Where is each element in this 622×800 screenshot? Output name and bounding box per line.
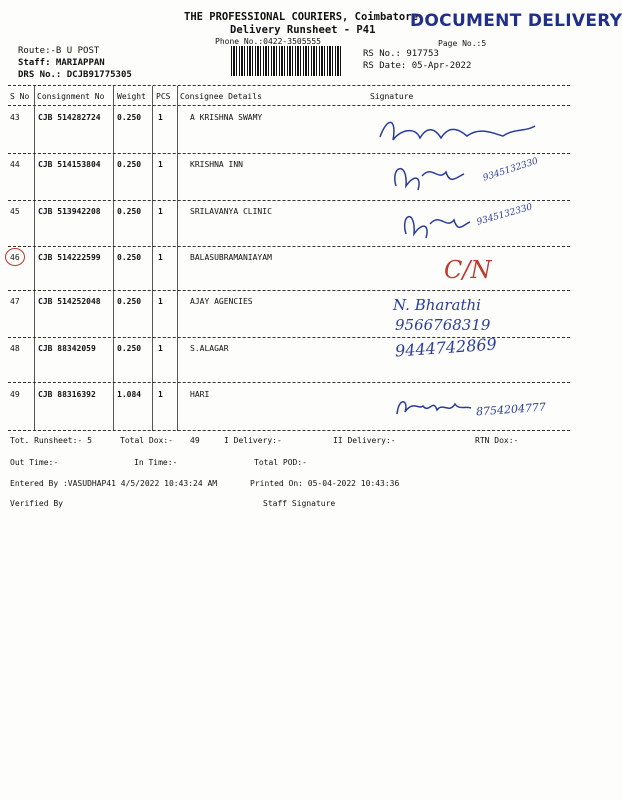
row-pcs: 1 <box>158 344 163 353</box>
barcode <box>231 46 341 76</box>
in-time: In Time:- <box>134 458 178 467</box>
col-divider <box>113 86 114 431</box>
col-divider <box>34 86 35 431</box>
phone-number: Phone No.:0422-3505555 <box>215 37 321 46</box>
row-pcs: 1 <box>158 113 163 122</box>
row-consignment: CJB 514153804 <box>38 160 101 169</box>
out-time: Out Time:- <box>10 458 59 467</box>
phone-note: 9566768319 <box>395 316 491 334</box>
row-sno: 47 <box>10 297 20 306</box>
row-consignee: AJAY AGENCIES <box>190 297 253 306</box>
col-consignee: Consignee Details <box>180 92 262 101</box>
col-weight: Weight <box>117 92 146 101</box>
row-weight: 0.250 <box>117 113 142 122</box>
row-weight: 0.250 <box>117 253 142 262</box>
document-delivery-stamp: DOCUMENT DELIVERY <box>410 11 622 31</box>
row-consignee: BALASUBRAMANIAYAM <box>190 253 272 262</box>
row-weight: 1.084 <box>117 390 142 399</box>
entered-by: Entered By :VASUDHAP41 4/5/2022 10:43:24 AM <box>10 479 218 488</box>
verified-by: Verified By <box>10 499 63 508</box>
page-number: Page No.:5 <box>438 39 487 48</box>
row-rule <box>8 153 570 154</box>
table-top-rule <box>8 85 570 86</box>
row-consignment: CJB 514282724 <box>38 113 101 122</box>
row-consignment: CJB 88342059 <box>38 344 96 353</box>
printed-on: Printed On: 05-04-2022 10:43:36 <box>250 479 400 488</box>
staff-name: Staff: MARIAPPAN <box>18 58 105 68</box>
phone-note: 9345132330 <box>475 202 534 228</box>
col-sno: S No <box>10 92 30 101</box>
row-pcs: 1 <box>158 207 163 216</box>
total-runsheet: Tot. Runsheet:- 5 <box>10 436 92 445</box>
row-pcs: 1 <box>158 297 163 306</box>
receiver-name: N. Bharathi <box>393 296 481 314</box>
runsheet-title: Delivery Runsheet - P41 <box>230 24 376 36</box>
drs-number: DRS No.: DCJB91775305 <box>18 70 132 80</box>
route: Route:-B U POST <box>18 46 100 56</box>
row-sno: 45 <box>10 207 20 216</box>
row-weight: 0.250 <box>117 207 142 216</box>
row-sno: 44 <box>10 160 20 169</box>
row-pcs: 1 <box>158 253 163 262</box>
i-delivery: I Delivery:- <box>224 436 282 445</box>
row-consignment: CJB 513942208 <box>38 207 101 216</box>
row-consignee: KRISHNA INN <box>190 160 243 169</box>
row-rule <box>8 246 570 247</box>
handwritten-signature <box>375 112 540 156</box>
col-pcs: PCS <box>156 92 171 101</box>
col-divider <box>152 86 153 431</box>
row-sno: 48 <box>10 344 20 353</box>
handwritten-signature <box>388 156 468 202</box>
row-rule <box>8 290 570 291</box>
row-weight: 0.250 <box>117 297 142 306</box>
row-rule <box>8 382 570 383</box>
phone-note: 8754204777 <box>475 400 547 419</box>
row-rule <box>8 200 570 201</box>
row-weight: 0.250 <box>117 344 142 353</box>
row-pcs: 1 <box>158 390 163 399</box>
table-bottom-rule <box>8 430 570 431</box>
col-consignment: Consignment No <box>37 92 105 101</box>
row-consignee: A KRISHNA SWAMY <box>190 113 263 122</box>
row-sno: 49 <box>10 390 20 399</box>
row-sno: 46 <box>10 253 20 262</box>
total-dox-value: 49 <box>190 436 200 445</box>
phone-note: 9444742869 <box>394 334 498 361</box>
total-dox-label: Total Dox:- <box>120 436 173 445</box>
handwritten-signature <box>398 202 473 248</box>
company-name: THE PROFESSIONAL COURIERS, Coimbatore <box>184 11 418 23</box>
rs-date: RS Date: 05-Apr-2022 <box>363 61 472 71</box>
col-signature: Signature <box>370 92 414 101</box>
phone-note: 9345132330 <box>481 156 540 184</box>
row-sno: 43 <box>10 113 20 122</box>
col-divider <box>177 86 178 431</box>
row-consignee: HARI <box>190 390 210 399</box>
row-weight: 0.250 <box>117 160 142 169</box>
row-consignee: SRILAVANYA CLINIC <box>190 207 272 216</box>
row-consignment: CJB 514252048 <box>38 297 101 306</box>
staff-signature: Staff Signature <box>263 499 336 508</box>
handwritten-signature <box>393 394 473 424</box>
row-consignee: S.ALAGAR <box>190 344 229 353</box>
total-pod: Total POD:- <box>254 458 307 467</box>
header-rule <box>8 105 570 106</box>
cn-remark: C/N <box>444 256 492 284</box>
rs-number: RS No.: 917753 <box>363 49 439 59</box>
row-pcs: 1 <box>158 160 163 169</box>
row-consignment: CJB 88316392 <box>38 390 96 399</box>
row-consignment: CJB 514222599 <box>38 253 101 262</box>
rtn-dox: RTN Dox:- <box>475 436 519 445</box>
ii-delivery: II Delivery:- <box>333 436 396 445</box>
